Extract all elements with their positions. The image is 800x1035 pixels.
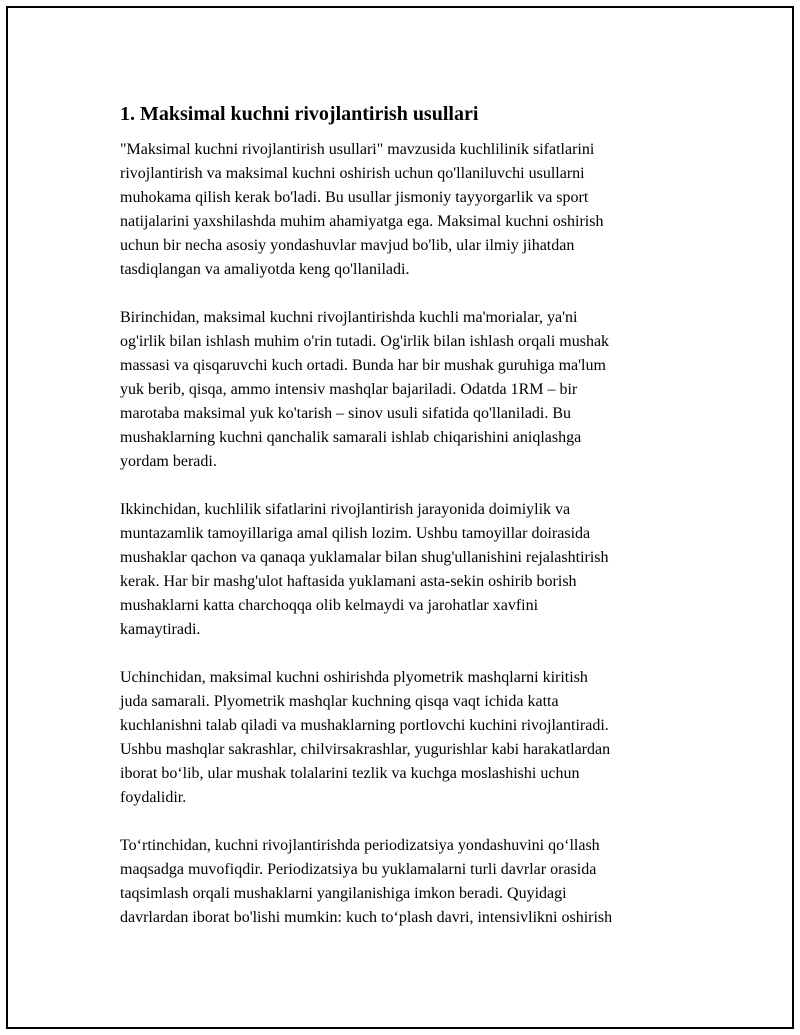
section-title: 1. Maksimal kuchni rivojlantirish usullari: [120, 103, 479, 125]
document-body: [120, 100, 692, 954]
paragraph-1: "Maksimal kuchni rivojlantirish usullari" mavzusida kuchlilinik sifatlarini rivojlantirish va maksimal kuchni oshirish uchun qo'llaniluvchi usullarni muhokama qilish kerak bo'ladi. Bu usullar jismoniy tayyorgarlik va sport natijalarini yaxshilashda muhim ahamiyatga ega. Maksimal kuchni oshirish uchun bir necha asosiy yondashuvlar mavjud bo'lib, ular ilmiy jihatdan tasdiqlangan va amaliyotda keng qo'llaniladi.: [120, 141, 604, 278]
paragraph-4: Uchinchidan, maksimal kuchni oshirishda plyometrik mashqlarni kiritish juda samarali. Plyometrik mashqlar kuchning qisqa vaqt ichida katta kuchlanishni talab qiladi va mushaklarning portlovchi kuchini rivojlantiradi. Ushbu mashqlar sakrashlar, chilvirsakrashlar, yugurishlar kabi harakatlardan iborat bo‘lib, ular mushak tolalarini tezlik va kuchga moslashishi uchun foydalidir.: [120, 669, 611, 806]
paragraph-2: Birinchidan, maksimal kuchni rivojlantirishda kuchli ma'morialar, ya'ni og'irlik bilan ishlash muhim o'rin tutadi. Og'irlik bilan ishlash orqali mushak massasi va qisqaruvchi kuch ortadi. Bunda har bir mushak guruhiga ma'lum yuk berib, qisqa, ammo intensiv mashqlar bajariladi. Odatda 1RM – bir marotaba maksimal yuk ko'tarish – sinov usuli sifatida qo'llaniladi. Bu mushaklarning kuchni qanchalik samarali ishlab chiqarishini aniqlashga yordam beradi.: [120, 309, 610, 470]
paragraph-5: To‘rtinchidan, kuchni rivojlantirishda periodizatsiya yondashuvini qo‘llash maqsadga muvofiqdir. Periodizatsiya bu yuklamalarni turli davrlar orasida taqsimlash orqali mushaklarni yangilanishiga imkon beradi. Quyidagi davrlardan iborat bo'lishi mumkin: kuch to‘plash davri, intensivlikni oshirish: [120, 837, 613, 926]
paragraph-3: Ikkinchidan, kuchlilik sifatlarini rivojlantirish jarayonida doimiylik va muntazamlik tamoyillariga amal qilish lozim. Ushbu tamoyillar doirasida mushaklar qachon va qanaqa yuklamalar bilan shug'ullanishini rejalashtirish kerak. Har bir mashg'ulot haftasida yuklamani asta-sekin oshirib borish mushaklarni katta charchoqqa olib kelmaydi va jarohatlar xavfini kamaytiradi.: [120, 501, 609, 638]
page-frame: [6, 6, 794, 1029]
